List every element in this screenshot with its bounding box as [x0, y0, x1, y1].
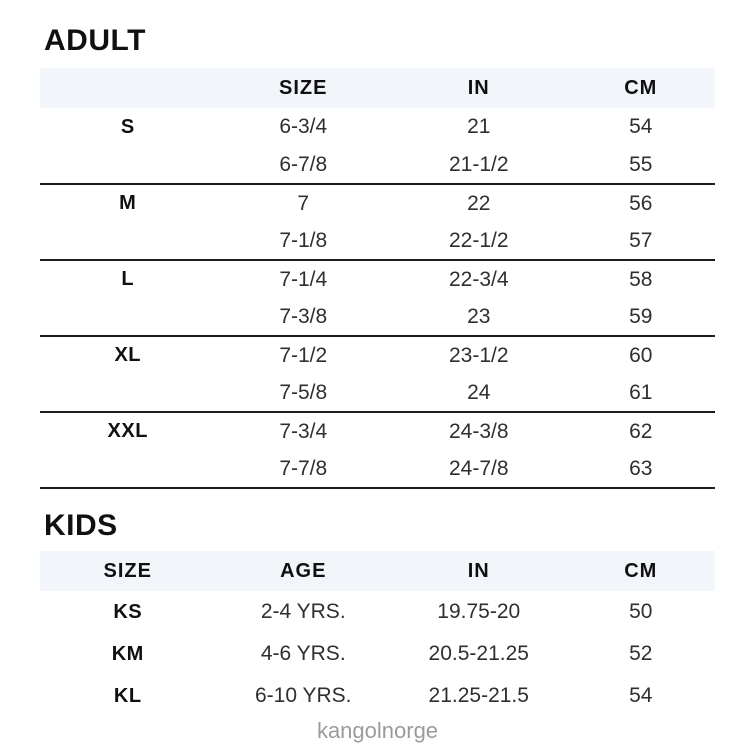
table-row [40, 184, 715, 222]
centimeters-value: 50 [629, 600, 653, 623]
size-label: XL [114, 344, 142, 366]
column-header-blank [40, 68, 216, 108]
hat-size-value: 7-3/8 [279, 304, 328, 328]
age-value: 6-10 YRS. [255, 684, 352, 707]
column-header-in: IN [467, 76, 490, 99]
section-title-adult: ADULT [44, 24, 146, 57]
inches-value: 24-3/8 [448, 419, 509, 443]
column-header-size: SIZE [279, 76, 328, 99]
age-value: 2-4 YRS. [260, 600, 346, 623]
centimeters-value: 56 [629, 191, 653, 215]
column-header-in: IN [467, 559, 490, 582]
column-header-size: SIZE [103, 559, 152, 582]
table-row [40, 298, 715, 336]
centimeters-value: 57 [629, 228, 653, 252]
centimeters-value: 62 [629, 419, 653, 443]
size-group-xxl [40, 412, 715, 488]
inches-value: 22 [467, 191, 491, 215]
inches-value: 23-1/2 [448, 343, 509, 367]
column-header-age: AGE [280, 559, 327, 582]
inches-value: 24-7/8 [448, 456, 509, 480]
table-row [40, 374, 715, 412]
size-label: KL [113, 684, 142, 707]
table-row [40, 146, 715, 184]
inches-value: 21-1/2 [448, 152, 509, 176]
kids-table-header [40, 551, 715, 591]
table-row [40, 450, 715, 488]
inches-value: 20.5-21.25 [428, 642, 529, 665]
centimeters-value: 63 [629, 456, 653, 480]
centimeters-value: 54 [629, 115, 653, 138]
header-row [40, 551, 715, 591]
inches-value: 23 [467, 304, 491, 328]
size-label: XXL [107, 420, 148, 442]
size-group-l [40, 260, 715, 336]
centimeters-value: 59 [629, 304, 653, 328]
size-label [40, 298, 216, 336]
hat-size-value: 6-3/4 [279, 115, 328, 138]
inches-value: 22-3/4 [448, 267, 509, 291]
adult-table-header [40, 68, 715, 108]
centimeters-value: 58 [629, 267, 653, 291]
inches-value: 24 [467, 380, 491, 404]
table-row [40, 412, 715, 450]
size-label [40, 222, 216, 260]
hat-size-value: 7-1/8 [279, 228, 328, 252]
table-row [40, 222, 715, 260]
size-label [40, 374, 216, 412]
hat-size-value: 7 [297, 191, 310, 215]
inches-value: 21 [467, 115, 491, 138]
size-group-m [40, 184, 715, 260]
table-row [40, 633, 715, 675]
age-value: 4-6 YRS. [260, 642, 346, 665]
size-group-xl [40, 336, 715, 412]
table-row [40, 336, 715, 374]
size-label: M [119, 192, 137, 214]
brand-footer-text: kangolnorge [316, 718, 439, 743]
centimeters-value: 60 [629, 343, 653, 367]
inches-value: 22-1/2 [448, 228, 509, 252]
hat-size-value: 7-7/8 [279, 456, 328, 480]
kids-size-table [40, 551, 715, 717]
inches-value: 21.25-21.5 [428, 684, 529, 707]
centimeters-value: 52 [629, 642, 653, 665]
hat-size-value: 7-1/2 [279, 343, 328, 367]
kids-table-body [40, 591, 715, 717]
size-group-s [40, 108, 715, 184]
hat-size-value: 7-1/4 [279, 267, 328, 291]
hat-size-value: 7-3/4 [279, 419, 328, 443]
header-row [40, 68, 715, 108]
centimeters-value: 61 [629, 380, 653, 404]
hat-size-value: 6-7/8 [279, 152, 328, 176]
hat-size-value: 7-5/8 [279, 380, 328, 404]
size-label [40, 450, 216, 488]
table-row [40, 591, 715, 633]
size-label [40, 146, 216, 184]
centimeters-value: 54 [629, 684, 653, 707]
size-label: S [120, 115, 135, 138]
inches-value: 19.75-20 [437, 600, 521, 623]
column-header-cm: CM [624, 76, 658, 99]
size-label: KS [113, 600, 143, 623]
centimeters-value: 55 [629, 152, 653, 176]
adult-size-table [40, 68, 715, 489]
size-label: L [121, 268, 135, 290]
table-row [40, 675, 715, 717]
size-label: KM [111, 642, 144, 665]
section-title-kids: KIDS [44, 509, 118, 542]
table-row [40, 260, 715, 298]
table-row [40, 108, 715, 146]
column-header-cm: CM [624, 559, 658, 582]
